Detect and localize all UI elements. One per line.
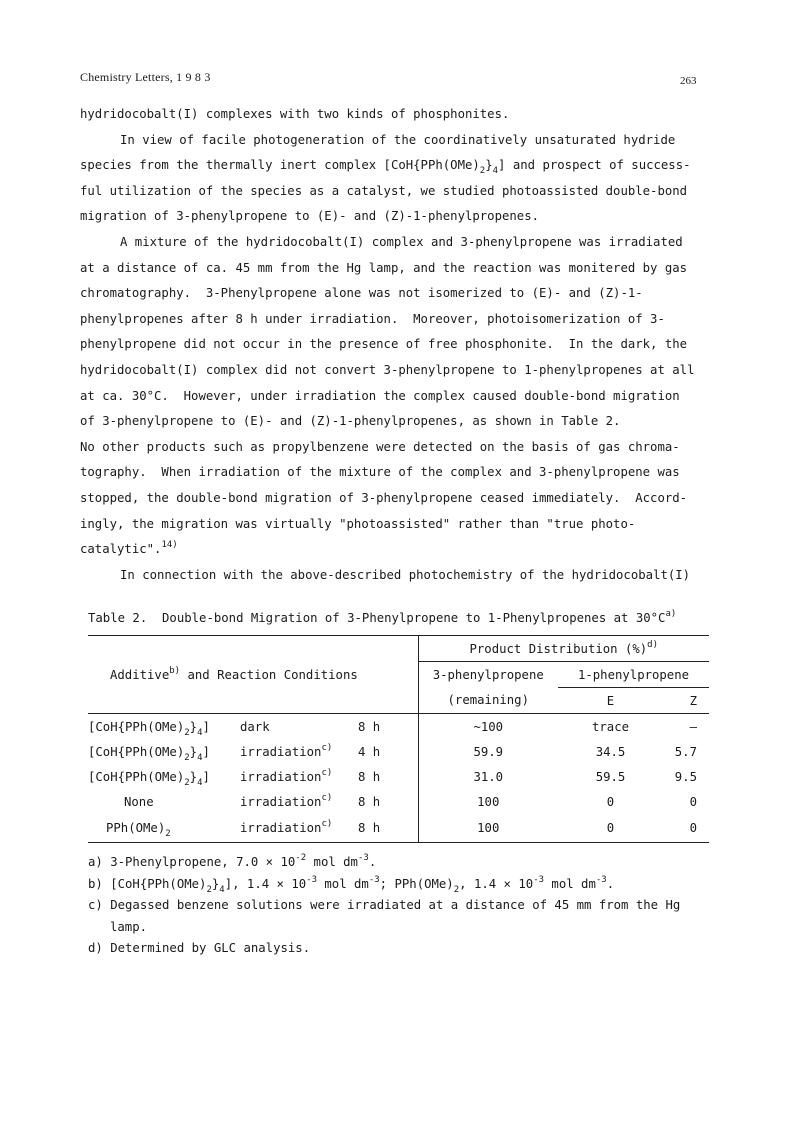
body-line: catalytic".$^{14)}$: [80, 540, 178, 557]
body-line: In view of facile photogeneration of the coordinatively unsaturated hydride: [120, 132, 676, 147]
footnote-d: d) Determined by GLC analysis.: [88, 941, 311, 955]
header-remaining: (remaining): [447, 693, 529, 708]
cell-Z: 5.7: [674, 744, 697, 759]
cell-E: trace: [558, 714, 663, 740]
table-header-row: [88, 636, 709, 662]
body-line: migration of 3-phenylpropene to (E)- and (Z)-1-phenylpropenes.: [80, 209, 540, 224]
body-line: A mixture of the hydridocobalt(I) complex and 3-phenylpropene was irradiated: [120, 234, 683, 249]
cell-time: 8 h: [358, 714, 418, 740]
body-line: No other products such as propylbenzene were detected on the basis of gas chroma-: [80, 439, 680, 454]
cell-additive: $[CoH\{PPh(OMe)_2\}_4]$: [88, 714, 240, 740]
cell-time: 8 h: [358, 769, 381, 784]
table-row: [88, 739, 709, 764]
body-line: chromatography. 3-Phenylpropene alone was not isomerized to (E)- and (Z)-1-: [80, 286, 643, 301]
table-footnotes: [88, 852, 713, 960]
cell-condition: irradiation$^{c)}$: [240, 814, 358, 843]
cell-condition: irradiation$^{c)}$: [240, 767, 333, 784]
body-line: phenylpropenes after 8 h under irradiation. Moreover, photoisomerization of 3-: [80, 311, 665, 326]
cell-time: 8 h: [358, 794, 381, 809]
body-line: tography. When irradiation of the mixture of the complex and 3-phenylpropene was: [80, 465, 680, 480]
table-row: [88, 764, 709, 789]
cell-remaining: 59.9: [418, 739, 558, 764]
cell-additive: $[CoH\{PPh(OMe)_2\}_4]$: [88, 769, 210, 788]
cell-additive: $PPh(OMe)_2$: [88, 814, 240, 843]
running-header-journal: Chemistry Letters, 1 9 8 3: [80, 70, 211, 84]
cell-Z: –: [663, 714, 709, 740]
cell-time: 8 h: [358, 814, 418, 843]
reference-marker: 14): [161, 540, 178, 551]
body-line: phenylpropene did not occur in the presence of free phosphonite. In the dark, the: [80, 337, 688, 352]
header-product-distribution: Product Distribution (%)$^{d)}$: [418, 636, 709, 662]
body-line: hydridocobalt(I) complex did not convert 3-phenylpropene to 1-phenylpropenes at all: [80, 362, 695, 377]
header-additive: Additive$^{b)}$ and Reaction Conditions: [88, 636, 418, 714]
footnote-b: b) $[CoH\{PPh(OMe)_2\}_4]$, $1.4 \times 10^{-3}$ mol $dm^{-3}$; $PPh(OMe)_2$, $1.4 \times 10^{-3}$ mol $dm^{-3}$.: [88, 874, 615, 895]
cell-E: 34.5: [595, 744, 626, 759]
body-line: at a distance of ca. 45 mm from the Hg lamp, and the reaction was monitered by gas: [80, 260, 688, 275]
body-text: [80, 102, 720, 588]
header-1-phenylpropene: 1-phenylpropene: [558, 662, 709, 688]
footnote-c: c) Degassed benzene solutions were irradiated at a distance of 45 mm from the Hg: [88, 898, 681, 912]
table-row: [88, 714, 709, 740]
cell-additive: None: [124, 794, 154, 809]
body-line: ful utilization of the species as a catalyst, we studied photoassisted double-bond: [80, 183, 688, 198]
cell-E: 59.5: [595, 769, 626, 784]
cell-remaining: 100: [418, 789, 558, 814]
cell-condition: irradiation$^{c)}$: [240, 742, 333, 759]
cell-remaining: 100: [418, 814, 558, 843]
cell-remaining: 31.0: [418, 764, 558, 789]
footnote-a: a) 3-Phenylpropene, $7.0 \times 10^{-2}$ mol $dm^{-3}$.: [88, 853, 377, 869]
header-Z: Z: [689, 693, 697, 708]
cell-additive: $[CoH\{PPh(OMe)_2\}_4]$: [88, 744, 210, 763]
data-table: [88, 635, 709, 843]
body-line: stopped, the double-bond migration of 3-phenylpropene ceased immediately. Accord-: [80, 490, 688, 505]
cell-E: 0: [558, 814, 663, 843]
body-line: ingly, the migration was virtually "photoassisted" rather than "true photo-: [80, 516, 636, 531]
table-row: [88, 814, 709, 843]
header-E: E: [606, 693, 615, 708]
body-line: species from the thermally inert complex $[CoH\{PPh(OMe)_2\}_4]$ and prospect of success-: [80, 158, 691, 177]
cell-condition: dark: [240, 714, 358, 740]
footnote-c-continued: lamp.: [110, 919, 148, 934]
body-line: of 3-phenylpropene to (E)- and (Z)-1-phenylpropenes, as shown in Table 2.: [80, 414, 621, 429]
table-row: [88, 789, 709, 814]
cell-remaining: ~100: [418, 714, 558, 740]
cell-Z: 9.5: [674, 769, 697, 784]
page-number: 263: [680, 75, 697, 87]
cell-condition: irradiation$^{c)}$: [240, 792, 333, 809]
body-line: In connection with the above-described photochemistry of the hydridocobalt(I): [120, 567, 691, 582]
cell-time: 4 h: [358, 744, 381, 759]
cell-Z: 0: [663, 814, 709, 843]
body-line: at ca. 30°C. However, under irradiation the complex caused double-bond migration: [80, 388, 680, 403]
header-3-phenylpropene: 3-phenylpropene: [432, 667, 544, 682]
body-line: hydridocobalt(I) complexes with two kinds of phosphonites.: [80, 107, 510, 121]
table-caption: Table 2. Double-bond Migration of 3-Phenylpropene to 1-Phenylpropenes at $30^\circ C^{a)}$: [88, 609, 677, 625]
cell-Z: 0: [689, 794, 697, 809]
cell-E: 0: [606, 794, 615, 809]
